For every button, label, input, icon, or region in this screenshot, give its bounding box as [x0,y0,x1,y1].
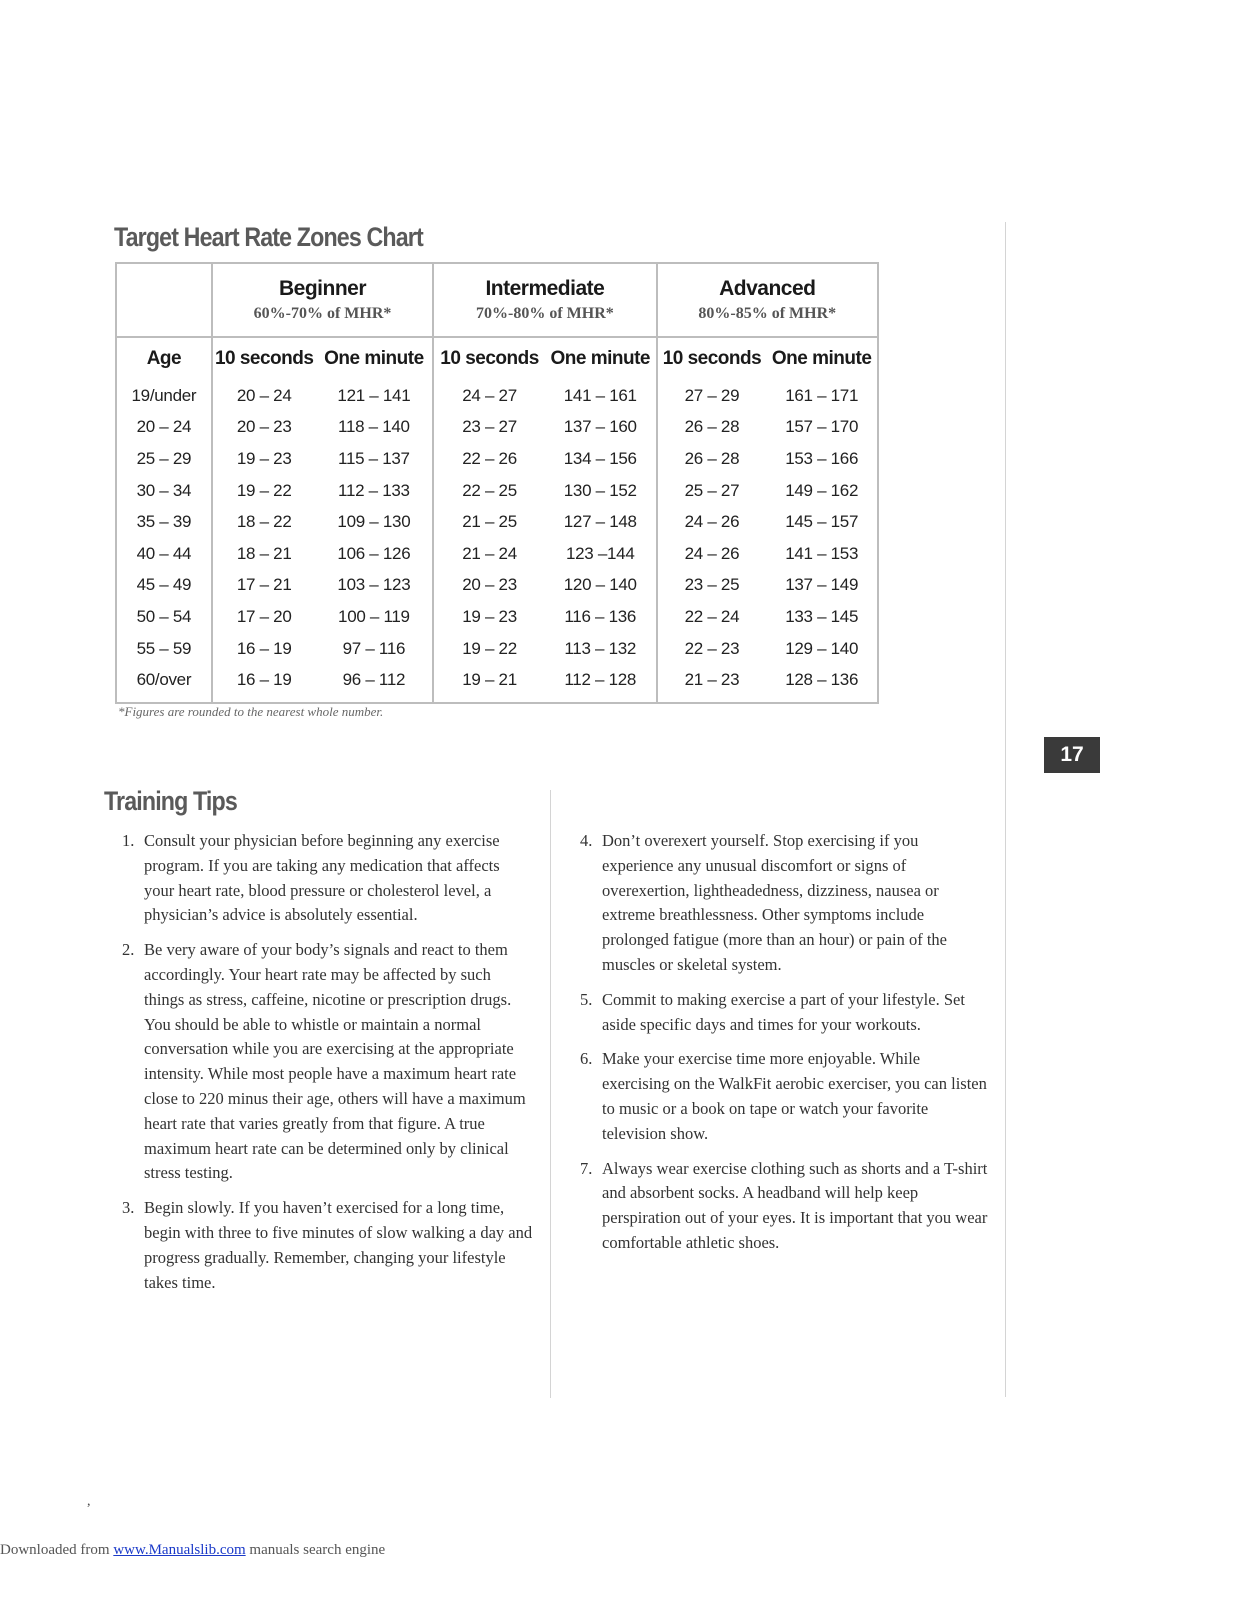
rate-cell: 25 – 27 [657,475,767,507]
chart-title: Target Heart Rate Zones Chart [114,222,423,252]
column-divider-line [550,790,551,1398]
corner-cell [116,263,212,337]
rate-cell: 112 – 133 [338,480,410,500]
rate-cell: 106 – 126 [337,543,411,563]
chart-row [116,475,878,507]
tips-title: Training Tips [104,786,237,816]
age-cell: 30 – 34 [136,480,192,500]
footer-prefix: Downloaded from [0,1542,114,1558]
column-header: One minute [550,348,650,369]
tip-number: 1. [122,831,135,850]
rate-cell: 153 – 166 [785,448,859,468]
chart-row [116,412,878,444]
column-header: 10 seconds [433,337,545,380]
age-cell: 40 – 44 [136,543,192,563]
rate-cell: 20 – 23 [212,412,316,444]
tip-number: 3. [122,1198,135,1218]
level-header-intermediate [433,263,656,337]
chart-row [116,380,878,412]
rate-cell: 121 – 141 [337,385,411,405]
chart-footnote: *Figures are rounded to the nearest whole number. [118,704,384,719]
level-name: Advanced [719,277,816,300]
rate-cell: 18 – 21 [212,538,316,570]
tip-item [580,829,990,978]
rate-cell: 116 – 136 [564,606,637,626]
rate-cell: 19 – 22 [433,633,545,665]
manualslib-link[interactable]: www.Manualslib.com [113,1542,246,1558]
rate-cell: 112 – 128 [564,670,637,690]
rate-cell: 141 – 161 [563,385,637,405]
age-header: Age [146,348,182,369]
chart-row [116,664,878,703]
level-header-beginner [212,263,433,337]
stray-mark: , [87,1494,91,1509]
tip-number: 6. [580,1049,593,1069]
tip-text: Be very aware of your body’s signals and react to them accordingly. Your heart rate may be affected by such things as stress, caffeine, nicotine or prescription drugs. You should be able to whistle or maintain a normal conversation while you are exercising at the appropriate intensity. While most people have a maximum heart rate close to 220 minus their age, others will have a maximum heart rate that varies greatly from that figure. A true maximum heart rate can be determined only by clinical stress testing. [144,940,526,1183]
rate-cell: 22 – 25 [433,475,545,507]
rate-cell: 134 – 156 [563,448,637,468]
rate-cell: 24 – 26 [657,538,767,570]
tip-text: Make your exercise time more enjoyable. While exercising on the WalkFit aerobic exerciser, you can listen to music or a book on tape or watch your favorite television show. [602,1049,987,1143]
level-header-row [116,263,878,337]
tip-text: Commit to making exercise a part of your lifestyle. Set aside specific days and times for your workouts. [602,989,965,1034]
rate-cell: 16 – 19 [212,664,316,703]
age-cell: 55 – 59 [136,638,192,658]
tip-number: 7. [580,1158,593,1178]
chart-row [116,601,878,633]
rate-cell: 129 – 140 [785,638,859,658]
rate-cell: 149 – 162 [785,480,859,500]
rate-cell: 22 – 26 [433,443,545,475]
rate-cell: 103 – 123 [337,575,411,595]
age-cell: 25 – 29 [136,448,192,468]
rate-cell: 23 – 25 [657,570,767,602]
rate-cell: 127 – 148 [563,512,637,532]
column-header: 10 seconds [212,337,316,380]
column-header: 10 seconds [657,337,767,380]
rate-cell: 20 – 23 [433,570,545,602]
heart-rate-table [115,262,879,704]
rate-cell: 100 – 119 [338,606,410,626]
tip-item [122,938,534,1186]
tip-item [580,1157,990,1256]
level-percent: 70%-80% of MHR* [475,305,614,322]
rate-cell: 120 – 140 [563,575,637,595]
rate-cell: 137 – 160 [563,417,637,437]
level-percent: 80%-85% of MHR* [698,305,837,322]
chart-row [116,570,878,602]
age-cell: 50 – 54 [136,606,192,626]
tip-item [580,1047,990,1146]
chart-row [116,443,878,475]
page-divider-line [1005,222,1006,1397]
age-cell: 35 – 39 [136,512,192,532]
age-cell: 60/over [136,670,192,690]
rate-cell: 141 – 153 [785,543,859,563]
age-cell: 45 – 49 [136,575,192,595]
rate-cell: 16 – 19 [212,633,316,665]
chart-row [116,506,878,538]
chart-row [116,538,878,570]
rate-cell: 18 – 22 [212,506,316,538]
rate-cell: 133 – 145 [785,606,859,626]
rate-cell: 97 – 116 [342,638,406,658]
tip-item [122,829,534,928]
column-header-row [116,337,878,380]
rate-cell: 115 – 137 [338,448,410,468]
level-header-advanced [657,263,878,337]
rate-cell: 21 – 24 [433,538,545,570]
tip-item [122,1196,534,1295]
download-footer [0,1542,385,1559]
rate-cell: 26 – 28 [657,412,767,444]
rate-cell: 19 – 23 [433,601,545,633]
tip-text: Consult your physician before beginning any exercise program. If you are taking any medication that affects your heart rate, blood pressure or cholesterol level, a physician’s advice is absolutely essential. [144,831,500,925]
rate-cell: 26 – 28 [657,443,767,475]
rate-cell: 130 – 152 [563,480,637,500]
tip-number: 2. [122,940,135,960]
page-number-badge: 17 [1044,737,1100,773]
rate-cell: 24 – 26 [657,506,767,538]
tip-text: Always wear exercise clothing such as shorts and a T-shirt and absorbent socks. A headband will help keep perspiration out of your eyes. It is important that you wear comfortable athletic shoes. [602,1158,988,1252]
tips-list-right [580,829,990,1266]
level-percent: 60%-70% of MHR* [253,305,392,322]
tip-number: 4. [580,831,593,850]
age-cell: 20 – 24 [136,417,192,437]
rate-cell: 19 – 23 [212,443,316,475]
rate-cell: 145 – 157 [785,512,859,532]
rate-cell: 21 – 23 [657,664,767,703]
rate-cell: 128 – 136 [785,670,859,690]
tips-list-left [122,829,534,1305]
rate-cell: 113 – 132 [564,638,637,658]
tip-text: Begin slowly. If you haven’t exercised for a long time, begin with three to five minutes of slow walking a day and progress gradually. Remember, changing your lifestyle takes time. [144,1198,533,1292]
rate-cell: 22 – 24 [657,601,767,633]
rate-cell: 24 – 27 [433,380,545,412]
rate-cell: 21 – 25 [433,506,545,538]
chart-row [116,633,878,665]
level-name: Beginner [278,277,366,300]
level-name: Intermediate [485,277,605,300]
rate-cell: 96 – 112 [342,670,406,690]
rate-cell: 19 – 21 [433,664,545,703]
rate-cell: 161 – 171 [785,385,859,405]
rate-cell: 23 – 27 [433,412,545,444]
rate-cell: 17 – 20 [212,601,316,633]
rate-cell: 118 – 140 [338,417,410,437]
tip-text: Don’t overexert yourself. Stop exercising if you experience any unusual discomfort or signs of overexertion, lightheadedness, dizziness, nausea or extreme breathlessness. Other symptoms include prolonged fatigue (more than an hour) or pain of the muscles or skeletal system. [602,831,948,974]
column-header: One minute [324,348,424,369]
footer-suffix: manuals search engine [245,1542,386,1558]
rate-cell: 17 – 21 [212,570,316,602]
rate-cell: 20 – 24 [212,380,316,412]
rate-cell: 123 –144 [565,543,635,563]
rate-cell: 19 – 22 [212,475,316,507]
rate-cell: 109 – 130 [337,512,411,532]
rate-cell: 137 – 149 [785,575,859,595]
rate-cell: 27 – 29 [657,380,767,412]
rate-cell: 157 – 170 [785,417,859,437]
age-cell: 19/under [131,385,197,405]
tip-number: 5. [580,989,593,1009]
column-header: One minute [771,348,872,369]
rate-cell: 22 – 23 [657,633,767,665]
tip-item [580,988,990,1038]
